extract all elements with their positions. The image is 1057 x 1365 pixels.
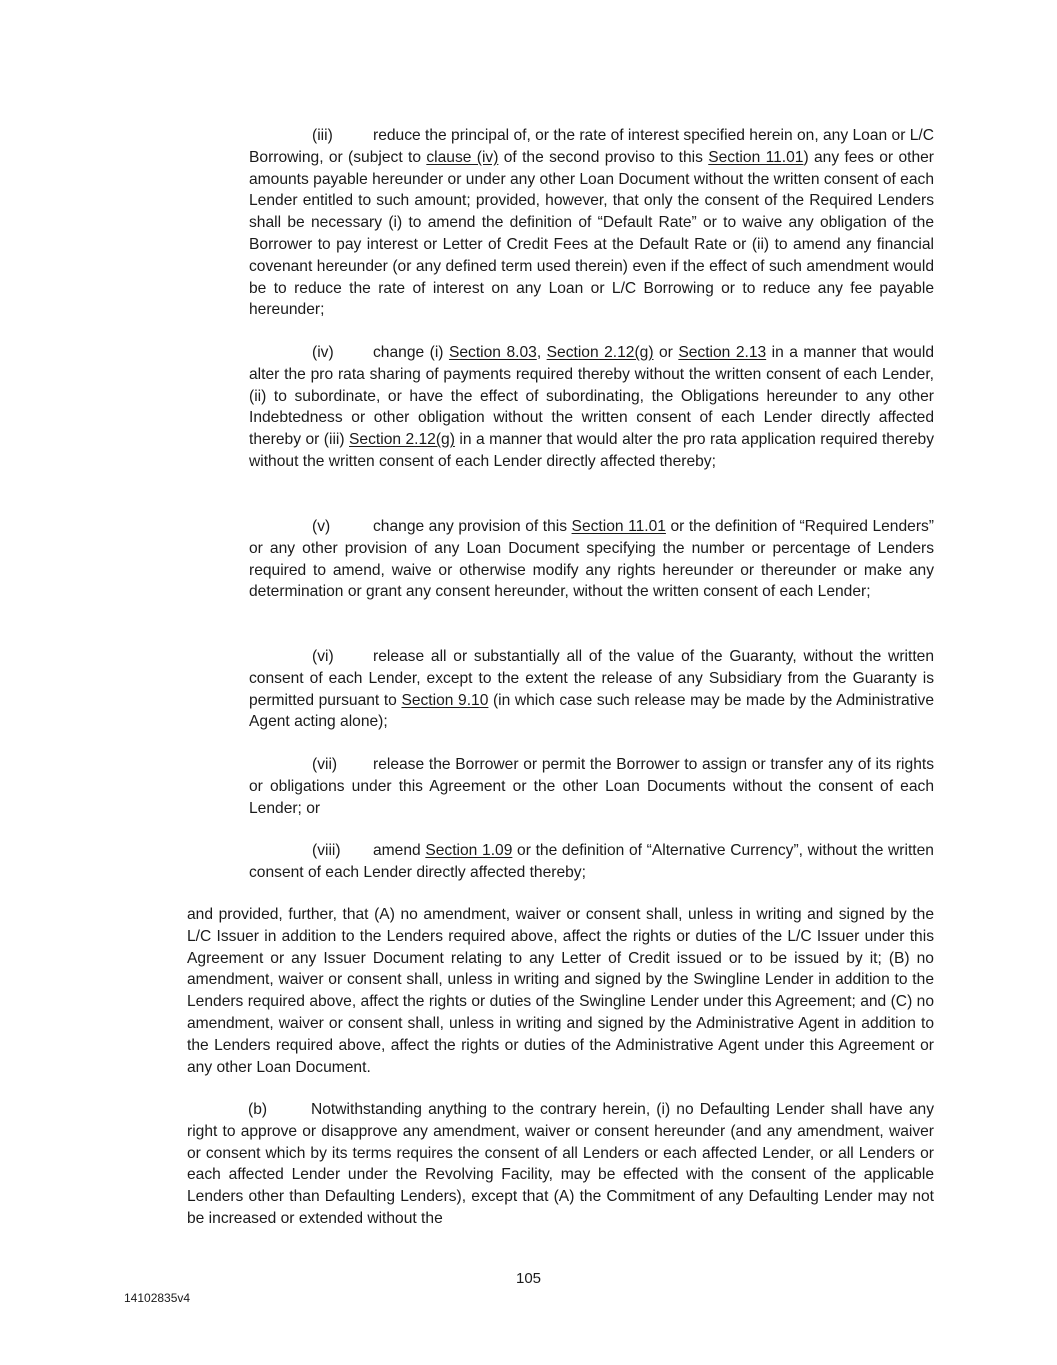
clause-label: (iii) — [312, 127, 333, 144]
clause-v — [249, 516, 934, 603]
clause-text-segment: or the definition of “Alternative Currency”, without the written consent of each Lender directly affected thereby; — [249, 842, 934, 881]
clause-label: (iv) — [312, 344, 334, 361]
document-id: 14102835v4 — [124, 1291, 191, 1305]
clause-text — [249, 127, 934, 318]
clause-text-segment: reduce the principal of, or the rate of interest specified herein on, any Loan or L/C Borrowing, or (subject to — [249, 127, 934, 166]
clause-label: (vi) — [312, 648, 334, 665]
page-number: 105 — [515, 1270, 542, 1287]
section-reference: clause (iv) — [426, 148, 499, 166]
clause-text-segment: (in which case such release may be made by the Administrative Agent acting alone); — [249, 691, 934, 731]
section-reference: Section 11.01 — [708, 148, 804, 166]
section-reference: Section 9.10 — [401, 691, 489, 709]
section-reference: Section 2.13 — [678, 344, 767, 361]
clause-text-segment: release all or substantially all of the value of the Guaranty, without the written consent of each Lender, except to the extent the release of any Subsidiary from the Guaranty is permitted pursuant to — [249, 648, 934, 709]
section-b-text: Notwithstanding anything to the contrary herein, (i) no Defaulting Lender shall have any right to approve or disapprove any amendment, waiver or consent hereunder (and any amendment, waiver or consent which by its terms requires the consent of all Lenders or each affected Lender, or all Lenders or each affected Lender under the Revolving Facility, may be effected with the consent of the applicable Lenders other than Defaulting Lenders), except that (A) the Commitment of any Defaulting Lender may not be increased or extended without the — [187, 1101, 934, 1227]
clause-text-segment: , — [536, 344, 547, 361]
clause-text-segment: or the definition of “Required Lenders” or any other provision of any Loan Document specifying the number or percentage of Lenders required to amend, waive or otherwise modify any rights hereunder or thereunder or make any determination or grant any consent hereunder, without the written consent of each Lender; — [249, 518, 934, 601]
clause-text-segment: or — [653, 344, 679, 361]
clause-text-segment: in a manner that would alter the pro rata application required thereby without the written consent of each Lender directly affected thereby; — [249, 431, 934, 470]
clause-text-segment: amend — [373, 842, 426, 859]
clause-label: (vii) — [312, 756, 338, 773]
section-reference: Section 8.03 — [448, 344, 537, 361]
section-reference: Section 2.12(g) — [349, 431, 455, 449]
clause-viii — [249, 840, 934, 884]
clause-iii — [249, 125, 934, 321]
clause-label: (v) — [312, 518, 331, 535]
clause-label: (viii) — [312, 842, 341, 859]
clause-vi — [249, 646, 934, 733]
clause-text-segment: ) any fees or other amounts payable hereunder or under any other Loan Document without the written consent of each Lender entitled to such amount; provided, however, that only the consent of the Required Lenders shall be necessary (i) to amend the definition of “Default Rate” or to waive any obligation of the Borrower to pay interest or Letter of Credit Fees at the Default Rate or (ii) to amend any financial covenant hereunder (or any defined term used therein) even if the effect of such amendment would be to reduce the rate of interest on any Loan or L/C Borrowing or to reduce any fee payable hereunder; — [249, 148, 934, 319]
section-b-label: (b) — [248, 1101, 268, 1118]
clause-text-segment: change (i) — [373, 344, 449, 361]
proviso-paragraph: and provided, further, that (A) no amendment, waiver or consent shall, unless in writing and signed by the L/C Issuer in addition to the Lenders required above, affect the rights or duties of the L/C Issuer under this Agreement or any Issuer Document relating to any Letter of Credit issued or to be issued by it; (B) no amendment, waiver or consent shall, unless in writing and signed by the Swingline Lender in addition to the Lenders required above, affect the rights or duties of the Swingline Lender under this Agreement; and (C) no amendment, waiver or consent shall, unless in writing and signed by the Administrative Agent in addition to the Lenders required above, affect the rights or duties of the Administrative Agent under this Agreement or any other Loan Document. — [187, 906, 934, 1076]
clause-iv — [249, 342, 934, 473]
section-b-paragraph — [187, 1099, 934, 1230]
section-reference: Section 11.01 — [571, 518, 666, 535]
section-reference: Section 1.09 — [425, 842, 513, 859]
clause-vii — [249, 754, 934, 819]
clause-text-segment: of the second proviso to this — [498, 148, 709, 166]
clause-text-segment: release the Borrower or permit the Borrower to assign or transfer any of its rights or obligations under this Agreement or the other Loan Documents without the consent of each Lender; or — [249, 756, 934, 817]
clause-text-segment: change any provision of this — [373, 518, 572, 535]
clause-text-segment: in a manner that would alter the pro rata sharing of payments required thereby without the written consent of each Lender, (ii) to subordinate, or have the effect of subordinating, the Obligations hereunder to any other Indebtedness or other obligation without the written consent of each Lender directly affected thereby or (iii) — [249, 344, 934, 449]
section-reference: Section 2.12(g) — [546, 344, 654, 361]
